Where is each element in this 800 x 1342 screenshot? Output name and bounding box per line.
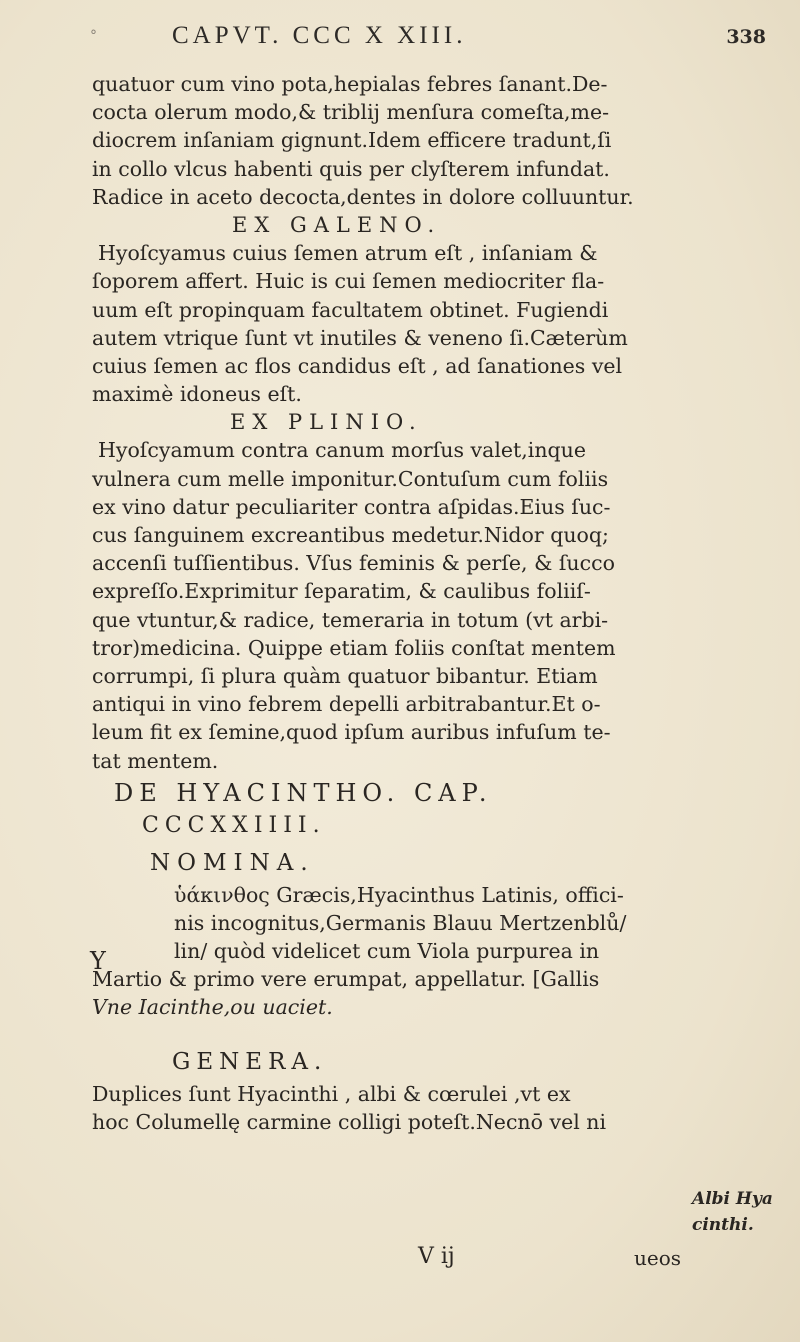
margin-note-line: cinthi. (692, 1215, 754, 1235)
text-line: vulnera cum melle imponitur.Contuſum cum foliis (92, 466, 609, 491)
text-line: que vtuntur,& radice, temeraria in totum (vt arbi- (92, 607, 609, 632)
text-line: in collo vlcus habenti quis per clyſterem infundat. (92, 156, 610, 181)
margin-note-line: Albi Hya (692, 1189, 773, 1209)
text-line: accenſi tuſſientibus. Vſus feminis & perſe, & ſucco (92, 551, 615, 576)
text-line: ex vino datur peculiariter contra aſpidas.Eius ſuc- (92, 494, 611, 519)
text-line: tror)medicina. Quippe etiam foliis conſtat mentem (92, 635, 616, 660)
section-heading-plinio: EX PLINIO. (230, 410, 423, 435)
text-line: maximè idoneus eſt. (92, 382, 302, 407)
text-line: Hyoſcyamus cuius ſemen atrum eſt , inſaniam & (98, 241, 598, 266)
chapter-number: CCCXXIIII. (142, 812, 326, 838)
signature-mark: V ij (418, 1244, 455, 1269)
section-heading-galeno: EX GALENO. (232, 212, 442, 237)
text-line: Duplices ſunt Hyacinthi , albi & cœrulei ,vt ex (92, 1081, 571, 1106)
text-line-italic: Vne Iacinthe,ou uaciet. (92, 995, 333, 1020)
section-heading-genera: GENERA. (172, 1048, 328, 1075)
text-line: ſoporem affert. Huic is cui ſemen mediocriter fla- (92, 269, 605, 294)
text-line: antiqui in vino febrem depelli arbitrabantur.Et o- (92, 692, 601, 717)
page-footer (0, 1244, 800, 1274)
page-number: 338 (726, 26, 766, 48)
text-line: cocta olerum modo,& triblij menſura comeſta,me- (92, 100, 610, 125)
text-line: corrumpi, ſi plura quàm quatuor bibantur. Etiam (92, 663, 598, 688)
text-line: hoc Columellę carmine colligi poteſt.Necnō vel ni (92, 1109, 607, 1134)
text-line: diocrem inſaniam gignunt.Idem efficere tradunt,ſi (92, 128, 612, 153)
text-line: cus ſanguinem excreantibus medetur.Nidor quoq; (92, 523, 609, 547)
running-header (0, 18, 800, 58)
text-line: autem vtrique ſunt vt inutiles & veneno ſi.Cæterùm (92, 325, 628, 350)
catchword: ueos (634, 1246, 682, 1270)
running-title: CAPVT. CCC X XIII. (172, 22, 467, 49)
text-line: quatuor cum vino pota,hepialas febres ſanant.De- (92, 72, 608, 96)
text-line: tat mentem. (92, 748, 219, 773)
text-line: Martio & primo vere erumpat, appellatur. [Gallis (92, 967, 600, 992)
text-line: nis incognitus,Germanis Blauu Mertzenblů/ (174, 910, 627, 935)
text-line: lin/ quòd videlicet cum Viola purpurea in (174, 939, 600, 964)
text-line: uum eſt propinquam facultatem obtinet. Fugiendi (92, 297, 609, 322)
header-mark: ° (90, 28, 97, 44)
chapter-title: DE HYACINTHO. CAP. (114, 778, 493, 807)
section-heading-nomina: NOMINA. (150, 849, 315, 876)
initial-letter: Y (90, 947, 106, 975)
text-line: expreſſo.Exprimitur ſeparatim, & caulibus foliiſ- (92, 579, 591, 604)
text-line: cuius ſemen ac flos candidus eſt , ad ſanationes vel (92, 353, 623, 378)
margin-note (692, 1186, 773, 1238)
text-line: Hyoſcyamum contra canum morſus valet,inque (98, 438, 587, 463)
text-line: leum fit ex ſemine,quod ipſum auribus infuſum te- (92, 720, 611, 745)
text-line: Radice in aceto decocta,dentes in dolore colluuntur. (92, 184, 634, 209)
text-body (92, 70, 782, 1136)
text-line: ὑάκινθος Græcis,Hyacinthus Latinis, offici- (174, 882, 624, 907)
nomina-paragraph (92, 881, 782, 1022)
